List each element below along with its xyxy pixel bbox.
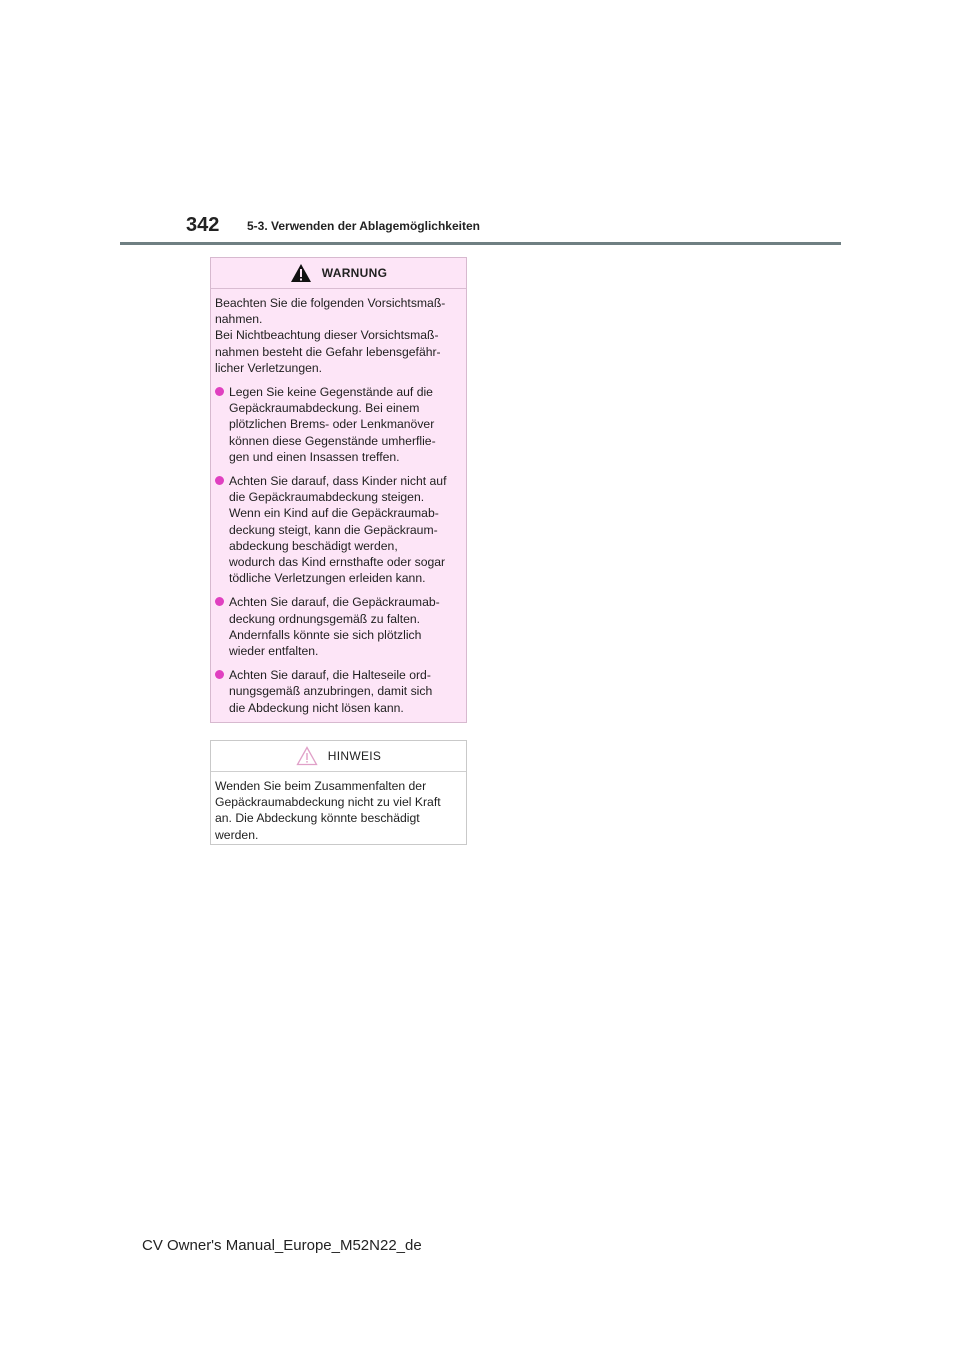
- text-line: Wenden Sie beim Zusammenfalten der: [215, 779, 427, 793]
- footer-manual-id: CV Owner's Manual_Europe_M52N22_de: [142, 1237, 422, 1254]
- text-line: wieder entfalten.: [229, 644, 319, 659]
- warning-box: [210, 257, 467, 723]
- note-header: [211, 741, 466, 772]
- list-item: [215, 384, 462, 465]
- header-rule: [120, 242, 841, 245]
- note-title: HINWEIS: [327, 749, 382, 763]
- text-line: nungsgemäß anzubringen, damit sich: [229, 684, 433, 699]
- text-line: Gepäckraumabdeckung nicht zu viel Kraft: [215, 795, 441, 810]
- text-line: deckung ordnungsgemäß zu falten.: [229, 611, 421, 626]
- warning-body: [211, 289, 466, 716]
- text-line: Achten Sie darauf, die Halteseile ord-: [229, 668, 431, 683]
- text-line: Achten Sie darauf, dass Kinder nicht auf: [229, 474, 447, 489]
- warning-intro: [215, 295, 462, 376]
- warning-title: WARNUNG: [321, 266, 388, 280]
- text-line: werden.: [215, 827, 259, 842]
- warning-triangle-icon: [290, 263, 312, 283]
- text-line: Beachten Sie die folgenden Vorsichtsmaß-: [215, 296, 446, 310]
- page-number: 342: [186, 214, 220, 236]
- text-line: Legen Sie keine Gegenstände auf die: [229, 385, 433, 400]
- list-item: [215, 667, 462, 716]
- text-line: die Gepäckraumabdeckung steigen.: [229, 490, 425, 505]
- text-line: Bei Nichtbeachtung dieser Vorsichtsmaß-: [215, 328, 439, 343]
- bullet-dot-icon: [215, 476, 224, 485]
- text-line: nahmen besteht die Gefahr lebensgefähr-: [215, 344, 441, 359]
- bullet-dot-icon: [215, 597, 224, 606]
- text-line: nahmen.: [215, 312, 263, 327]
- section-title: 5-3. Verwenden der Ablagemöglichkeiten: [247, 219, 480, 233]
- text-line: Wenn ein Kind auf die Gepäckraumab-: [229, 506, 439, 521]
- text-line: wodurch das Kind ernsthafte oder sogar: [229, 555, 446, 570]
- text-line: tödliche Verletzungen erleiden kann.: [229, 571, 426, 586]
- text-line: plötzlichen Brems- oder Lenkmanöver: [229, 417, 435, 432]
- bullet-dot-icon: [215, 387, 224, 396]
- warning-bullet-list: [215, 384, 462, 716]
- warning-header: [211, 258, 466, 289]
- text-line: abdeckung beschädigt werden,: [229, 538, 398, 553]
- caution-triangle-icon: [296, 746, 318, 766]
- note-box: [210, 740, 467, 845]
- text-line: gen und einen Insassen treffen.: [229, 449, 400, 464]
- text-line: deckung steigt, kann die Gepäckraum-: [229, 522, 438, 537]
- text-line: die Abdeckung nicht lösen kann.: [229, 700, 404, 715]
- text-line: Andernfalls könnte sie sich plötzlich: [229, 627, 422, 642]
- text-line: licher Verletzungen.: [215, 360, 323, 375]
- text-line: Gepäckraumabdeckung. Bei einem: [229, 401, 420, 416]
- list-item: [215, 473, 462, 586]
- text-line: Achten Sie darauf, die Gepäckraumab-: [229, 595, 440, 610]
- bullet-dot-icon: [215, 670, 224, 679]
- text-line: können diese Gegenstände umherflie-: [229, 433, 436, 448]
- list-item: [215, 594, 462, 659]
- note-body: [211, 772, 466, 843]
- text-line: an. Die Abdeckung könnte beschädigt: [215, 811, 420, 826]
